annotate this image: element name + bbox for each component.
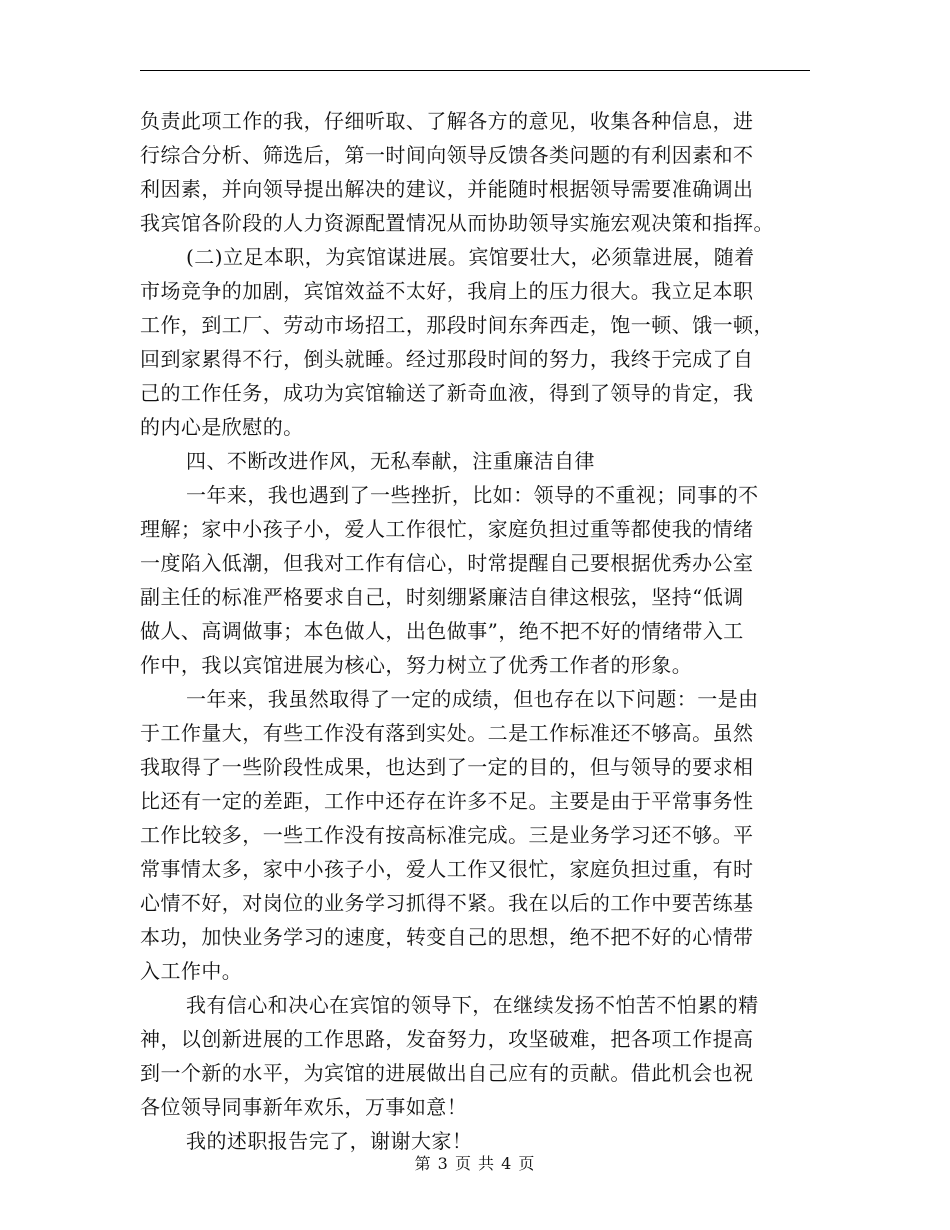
text-line: 到一个新的水平，为宾馆的进展做出自己应有的贡献。借此机会也祝 xyxy=(140,1061,754,1085)
page-footer: 第 3 页 共 4 页 xyxy=(414,1154,536,1173)
text-line: 本功，加快业务学习的速度，转变自己的思想，绝不把不好的心情带 xyxy=(140,925,754,949)
text-line: 工作比较多，一些工作没有按高标准完成。三是业务学习还不够。平 xyxy=(140,823,754,847)
text-line: 作中，我以宾馆进展为核心，努力树立了优秀工作者的形象。 xyxy=(140,653,693,677)
text-line: (二)立足本职，为宾馆谋进展。宾馆要壮大，必须靠进展，随着 xyxy=(186,245,755,269)
text-line: 我有信心和决心在宾馆的领导下，在继续发扬不怕苦不怕累的精 xyxy=(186,993,759,1017)
text-line: 的内心是欣慰的。 xyxy=(140,415,304,439)
text-line: 心情不好，对岗位的业务学习抓得不紧。我在以后的工作中要苦练基 xyxy=(140,891,754,915)
text-line: 市场竞争的加剧，宾馆效益不太好，我肩上的压力很大。我立足本职 xyxy=(140,279,754,303)
text-line: 己的工作任务，成功为宾馆输送了新奇血液，得到了领导的肯定，我 xyxy=(140,381,754,405)
text-line: 回到家累得不行，倒头就睡。经过那段时间的努力，我终于完成了自 xyxy=(140,347,754,371)
text-line: 理解；家中小孩子小，爱人工作很忙，家庭负担过重等都使我的情绪 xyxy=(140,517,754,541)
text-line: 各位领导同事新年欢乐，万事如意！ xyxy=(140,1095,468,1119)
text-line: 四、不断改进作风，无私奉献，注重廉洁自律 xyxy=(186,449,595,473)
text-line: 做人、高调做事；本色做人，出色做事”，绝不把不好的情绪带入工 xyxy=(140,619,744,643)
text-line: 入工作中。 xyxy=(140,959,243,983)
text-line: 于工作量大，有些工作没有落到实处。二是工作标准还不够高。虽然 xyxy=(140,721,754,745)
text-line: 一度陷入低潮，但我对工作有信心，时常提醒自己要根据优秀办公室 xyxy=(140,551,754,575)
text-line: 行综合分析、筛选后，第一时间向领导反馈各类问题的有利因素和不 xyxy=(140,143,754,167)
header-rule xyxy=(140,70,810,71)
text-line: 我的述职报告完了，谢谢大家！ xyxy=(186,1129,473,1153)
text-line: 神，以创新进展的工作思路，发奋努力，攻坚破难，把各项工作提高 xyxy=(140,1027,754,1051)
text-line: 一年来，我也遇到了一些挫折，比如：领导的不重视；同事的不 xyxy=(186,483,759,507)
text-line: 一年来，我虽然取得了一定的成绩，但也存在以下问题：一是由 xyxy=(186,687,759,711)
text-line: 比还有一定的差距，工作中还存在许多不足。主要是由于平常事务性 xyxy=(140,789,754,813)
text-line: 工作，到工厂、劳动市场招工，那段时间东奔西走，饱一顿、饿一顿， xyxy=(140,313,774,337)
text-line: 利因素，并向领导提出解决的建议，并能随时根据领导需要准确调出 xyxy=(140,177,754,201)
document-body xyxy=(140,104,820,1158)
text-line: 副主任的标准严格要求自己，时刻绷紧廉洁自律这根弦，坚持“低调 xyxy=(140,585,744,609)
text-line: 常事情太多，家中小孩子小，爱人工作又很忙，家庭负担过重，有时 xyxy=(140,857,754,881)
text-line: 我取得了一些阶段性成果，也达到了一定的目的，但与领导的要求相 xyxy=(140,755,754,779)
text-line: 我宾馆各阶段的人力资源配置情况从而协助领导实施宏观决策和指挥。 xyxy=(140,211,774,235)
text-line: 负责此项工作的我，仔细听取、了解各方的意见，收集各种信息，进 xyxy=(140,109,754,133)
